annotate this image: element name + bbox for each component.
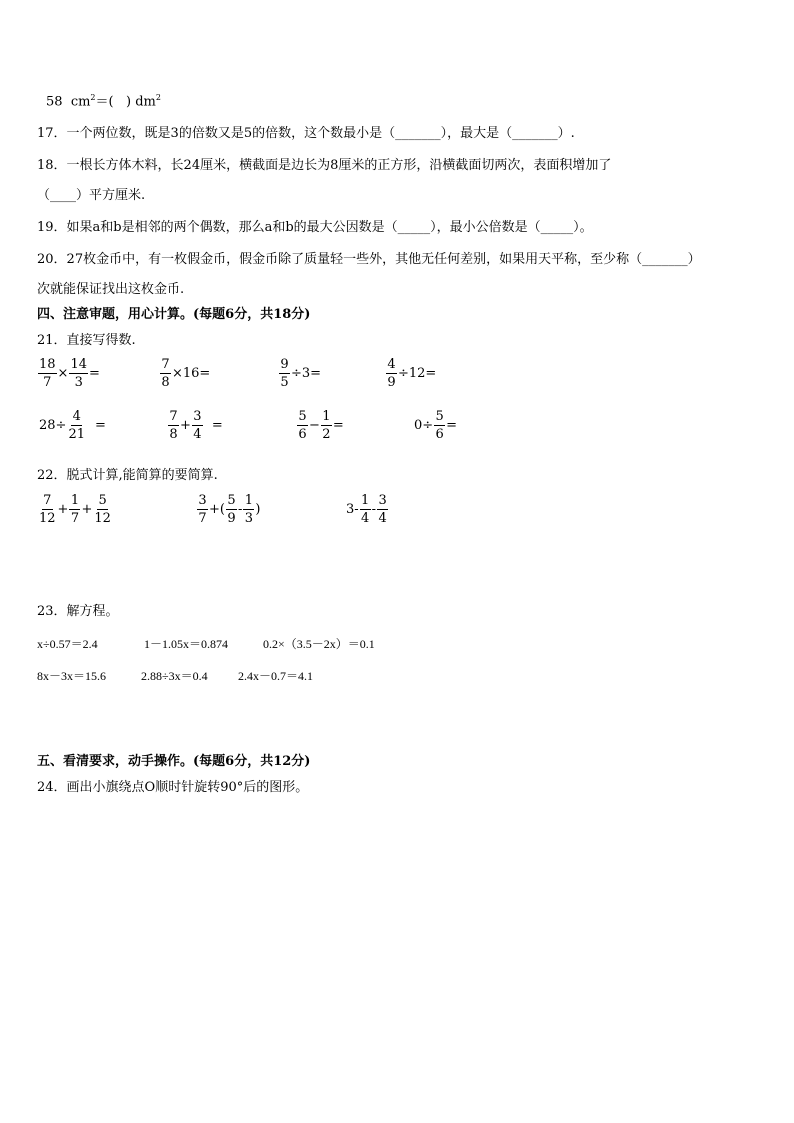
fraction (192, 410, 203, 441)
denominator: 3 (244, 511, 254, 526)
q16-equals: ＝( (95, 94, 114, 110)
fraction (69, 494, 80, 525)
numerator: 18 (39, 357, 56, 372)
numerator: 5 (227, 493, 236, 508)
tail: ÷12= (398, 366, 437, 381)
head: 28÷ (39, 418, 67, 433)
fraction (69, 358, 88, 389)
q16-close-paren: ) (126, 94, 132, 110)
equals: = (94, 418, 106, 433)
operator: + (81, 502, 93, 517)
denominator: 3 (74, 375, 83, 390)
operator: − (309, 418, 320, 433)
operator: × (57, 366, 69, 381)
fraction (279, 358, 290, 389)
question-18-line1: 18．一根长方体木料，长24厘米，横截面是边长为8厘米的正方形，沿横截面切两次，表面积增加了 (37, 158, 612, 173)
denominator: 9 (227, 511, 236, 526)
denominator: 4 (361, 511, 370, 526)
q16-exp-1: 2 (90, 93, 96, 102)
operator: - (237, 502, 243, 517)
fraction (226, 494, 237, 525)
numerator: 5 (98, 493, 107, 508)
operator: + (180, 418, 191, 433)
fraction (168, 410, 179, 441)
question-18-line2: （____）平方厘米. (37, 188, 146, 203)
numerator: 4 (72, 409, 81, 424)
q23-eq-2: 1－1.05x＝0.874 (144, 637, 229, 651)
denominator: 21 (68, 427, 85, 442)
fraction (197, 494, 208, 525)
denominator: 6 (298, 427, 307, 442)
equals: = (446, 418, 458, 433)
q16-unit-dm: dm (135, 94, 156, 110)
denominator: 12 (39, 511, 56, 526)
fraction (297, 410, 308, 441)
numerator: 14 (70, 357, 87, 372)
equals: = (211, 418, 223, 433)
question-24: 24．画出小旗绕点O顺时针旋转90°后的图形。 (37, 780, 309, 795)
section-5-heading: 五、看清要求，动手操作。(每题6分，共12分) (37, 754, 311, 769)
q21-item-g (297, 410, 345, 441)
fraction (321, 410, 332, 441)
q22-item-b (197, 494, 261, 525)
numerator: 3 (198, 493, 207, 508)
section-4-heading: 四、注意审题，用心计算。(每题6分，共18分) (37, 307, 311, 322)
q23-eq-6: 2.4x－0.7＝4.1 (238, 669, 314, 683)
denominator: 4 (378, 511, 387, 526)
q21-item-e (38, 410, 107, 441)
q21-item-d (386, 358, 437, 389)
question-22: 22．脱式计算,能简算的要简算. (37, 468, 218, 483)
denominator: 6 (435, 427, 444, 442)
numerator: 3 (378, 493, 387, 508)
numerator: 5 (435, 409, 444, 424)
equals: = (332, 418, 344, 433)
q16-unit-conversion (46, 89, 161, 111)
fraction (38, 494, 57, 525)
q21-item-b (160, 358, 211, 389)
operator: + (57, 502, 69, 517)
q22-item-c (345, 494, 388, 525)
denominator: 7 (43, 375, 52, 390)
fraction (38, 358, 57, 389)
numerator: 1 (244, 493, 254, 508)
fraction (93, 494, 112, 525)
question-21: 21．直接写得数. (37, 333, 136, 348)
q21-item-c (279, 358, 322, 389)
equals: = (89, 366, 100, 381)
head: 0÷ (414, 418, 434, 433)
q23-eq-4: 8x－3x＝15.6 (37, 669, 107, 683)
numerator: 4 (387, 357, 396, 372)
question-17: 17．一个两位数，既是3的倍数又是5的倍数，这个数最小是（_______），最大是（_______）. (37, 126, 575, 141)
numerator: 1 (70, 493, 80, 508)
denominator: 8 (169, 427, 178, 442)
close-paren: ) (255, 502, 261, 517)
fraction (160, 358, 171, 389)
fraction (434, 410, 445, 441)
head: 3- (346, 502, 359, 517)
question-19: 19．如果a和b是相邻的两个偶数，那么a和b的最大公因数是（_____），最小公倍数是（_____）。 (37, 220, 593, 235)
denominator: 2 (322, 427, 331, 442)
numerator: 1 (361, 493, 370, 508)
q23-eq-3: 0.2×（3.5－2x）＝0.1 (263, 637, 375, 651)
numerator: 7 (161, 357, 170, 372)
numerator: 5 (298, 409, 307, 424)
numerator: 1 (322, 409, 331, 424)
q22-item-a (38, 494, 112, 525)
tail: ×16= (172, 366, 211, 381)
fraction (67, 410, 86, 441)
denominator: 12 (94, 511, 111, 526)
q23-eq-5: 2.88÷3x＝0.4 (141, 669, 208, 683)
q21-item-f (168, 410, 224, 441)
numerator: 7 (169, 409, 178, 424)
q16-unit-cm: cm (70, 94, 91, 110)
question-20-line1: 20．27枚金币中，有一枚假金币，假金币除了质量轻一些外，其他无任何差别，如果用天平称，至少称（_______） (37, 252, 701, 267)
operator: +( (209, 502, 225, 517)
denominator: 9 (387, 375, 396, 390)
q16-number: 58 (46, 94, 63, 110)
denominator: 8 (161, 375, 170, 390)
denominator: 5 (280, 375, 289, 390)
operator: - (371, 502, 377, 517)
tail: ÷3= (291, 366, 322, 381)
fraction (243, 494, 254, 525)
numerator: 9 (280, 357, 289, 372)
fraction (377, 494, 388, 525)
denominator: 7 (198, 511, 207, 526)
numerator: 3 (193, 409, 202, 424)
denominator: 4 (193, 427, 202, 442)
q16-exp-2: 2 (155, 93, 161, 102)
denominator: 7 (70, 511, 80, 526)
question-23: 23．解方程。 (37, 604, 119, 619)
numerator: 7 (43, 493, 52, 508)
fraction (360, 494, 371, 525)
q21-item-h (413, 410, 458, 441)
q21-item-a (38, 358, 101, 389)
question-20-line2: 次就能保证找出这枚金币. (37, 282, 185, 297)
q23-eq-1: x÷0.57＝2.4 (37, 637, 98, 651)
fraction (386, 358, 397, 389)
